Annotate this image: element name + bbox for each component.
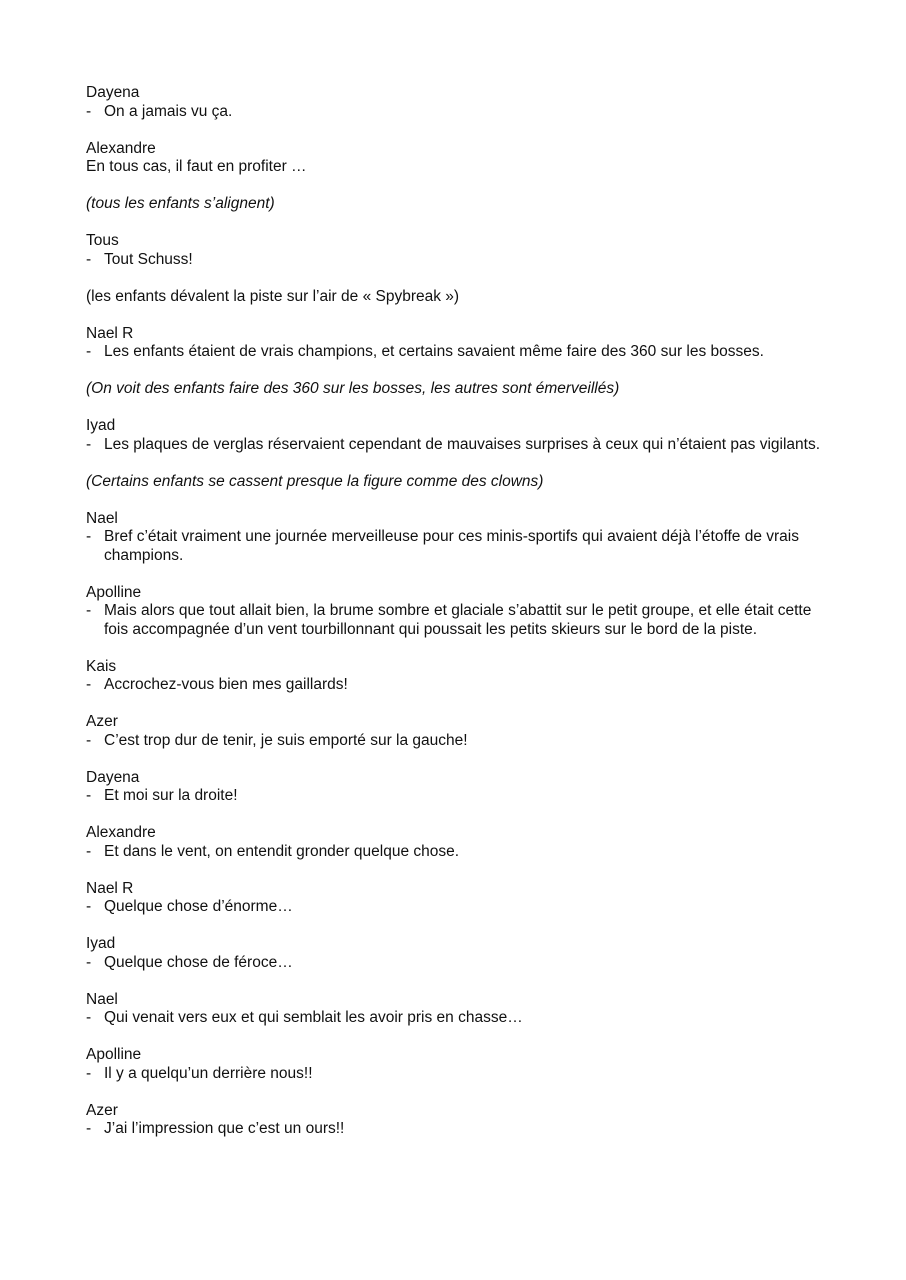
speaker-name: Dayena [86, 84, 140, 101]
dialogue-text: En tous cas, il faut en profiter … [86, 158, 307, 175]
dialogue-text: Qui venait vers eux et qui semblait les avoir pris en chasse… [104, 1009, 523, 1026]
dialogue-line [86, 1065, 826, 1084]
dialogue-block [86, 769, 826, 806]
dialogue-text: C’est trop dur de tenir, je suis emporté sur la gauche! [104, 731, 468, 749]
dialogue-text: Bref c’était vraiment une journée merveilleuse pour ces minis-sportifs qui avaient déjà l’étoffe de vrais champions. [104, 528, 799, 564]
dash-bullet: - [86, 602, 92, 619]
dialogue-line [86, 787, 826, 806]
dialogue-line [86, 602, 826, 639]
speaker-name: Apolline [86, 1046, 142, 1063]
speaker-name: Azer [86, 713, 118, 730]
dialogue-block [86, 658, 826, 695]
dialogue-line [86, 436, 826, 455]
dash-bullet: - [86, 1009, 92, 1026]
speaker-name: Iyad [86, 417, 116, 434]
dialogue-text: Tout Schuss! [104, 250, 193, 268]
dash-bullet: - [86, 343, 92, 360]
dialogue-line [86, 843, 826, 862]
dialogue-line [86, 676, 826, 695]
dash-bullet: - [86, 250, 92, 268]
speaker-name: Nael R [86, 324, 134, 342]
dash-bullet: - [86, 676, 92, 693]
speaker-name: Kais [86, 657, 117, 675]
dialogue-text: Accrochez-vous bien mes gaillards! [104, 676, 348, 693]
dialogue-text: J’ai l’impression que c’est un ours!! [104, 1120, 345, 1137]
dialogue-text: On a jamais vu ça. [104, 102, 233, 120]
dialogue-block [86, 584, 826, 640]
dialogue-block [86, 935, 826, 972]
dialogue-text: Mais alors que tout allait bien, la brume sombre et glaciale s’abattit sur le petit groupe, et elle était cette fois accompagnée d’un vent tourbillonnant qui poussait les petits skieurs sur le bord de la piste. [104, 602, 812, 638]
speaker-name: Azer [86, 1101, 118, 1119]
speaker-name: Alexandre [86, 139, 156, 157]
dialogue-block [86, 325, 826, 362]
dialogue-line [86, 103, 826, 122]
dialogue-block [86, 232, 826, 269]
speaker-name: Dayena [86, 768, 140, 786]
dash-bullet: - [86, 842, 92, 860]
dash-bullet: - [86, 898, 92, 915]
dialogue-line [86, 1009, 826, 1028]
dialogue-block [86, 510, 826, 566]
dialogue-block [86, 991, 826, 1028]
dialogue-block [86, 880, 826, 917]
stage-direction: (On voit des enfants faire des 360 sur les bosses, les autres sont émerveillés) [86, 380, 620, 397]
speaker-name: Alexandre [86, 824, 156, 841]
narration-text: (les enfants dévalent la piste sur l’air de « Spybreak ») [86, 287, 460, 305]
speaker-name: Iyad [86, 935, 116, 952]
dash-bullet: - [86, 787, 92, 804]
dialogue-line [86, 954, 826, 973]
dialogue-line [86, 251, 826, 270]
dialogue-line [86, 528, 826, 565]
dash-bullet: - [86, 1120, 92, 1137]
dialogue-text: Les enfants étaient de vrais champions, et certains savaient même faire des 360 sur les bosses. [104, 343, 764, 360]
dialogue-block [86, 824, 826, 861]
speaker-name: Apolline [86, 583, 142, 601]
dash-bullet: - [86, 731, 92, 749]
stage-direction: (tous les enfants s’alignent) [86, 195, 275, 212]
dialogue-block [86, 1102, 826, 1139]
dialogue-block [86, 713, 826, 750]
dialogue-text: Et moi sur la droite! [104, 787, 238, 804]
speaker-name: Nael [86, 990, 118, 1008]
dialogue-line [86, 343, 826, 362]
dialogue-line [86, 898, 826, 917]
script-text [86, 84, 826, 1157]
speaker-name: Nael R [86, 879, 134, 897]
dialogue-text: Les plaques de verglas réservaient cependant de mauvaises surprises à ceux qui n’étaient pas vigilants. [104, 435, 821, 453]
stage-direction: (Certains enfants se cassent presque la figure comme des clowns) [86, 472, 544, 490]
dash-bullet: - [86, 435, 92, 453]
dialogue-block [86, 1046, 826, 1083]
dialogue-line [86, 1120, 826, 1139]
dialogue-block [86, 417, 826, 454]
dialogue-block [86, 84, 826, 121]
dialogue-line [86, 732, 826, 751]
dash-bullet: - [86, 528, 92, 545]
dash-bullet: - [86, 102, 92, 120]
speaker-name: Nael [86, 509, 118, 527]
dialogue-text: Il y a quelqu’un derrière nous!! [104, 1064, 313, 1082]
dash-bullet: - [86, 953, 92, 971]
dialogue-text: Et dans le vent, on entendit gronder quelque chose. [104, 842, 460, 860]
dash-bullet: - [86, 1064, 92, 1082]
dialogue-text: Quelque chose de féroce… [104, 953, 293, 971]
dialogue-text: Quelque chose d’énorme… [104, 898, 293, 915]
dialogue-block [86, 140, 826, 177]
speaker-name: Tous [86, 232, 119, 249]
